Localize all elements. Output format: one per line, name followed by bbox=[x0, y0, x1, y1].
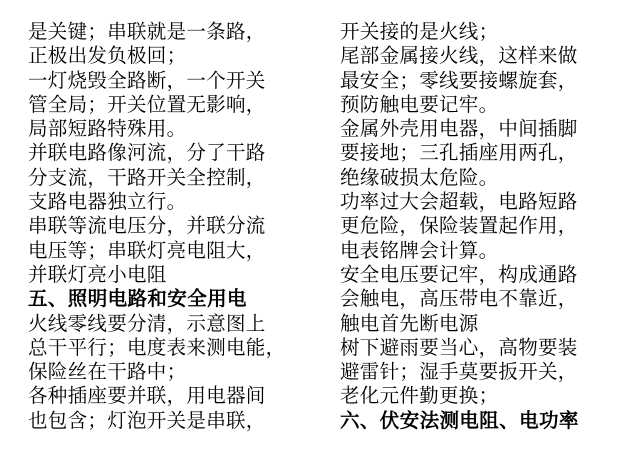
text-line: 管全局；开关位置无影响， bbox=[28, 92, 266, 116]
section-heading-lighting-safety: 五、照明电路和安全用电 bbox=[28, 287, 247, 311]
text-line: 串联等流电压分，并联分流 bbox=[28, 214, 266, 238]
text-line: 更危险，保险装置起作用， bbox=[340, 214, 578, 238]
text-line: 绝缘破损太危险。 bbox=[340, 165, 499, 189]
text-line: 金属外壳用电器，中间插脚 bbox=[340, 117, 578, 141]
left-column bbox=[28, 20, 320, 433]
text-line: 并联电路像河流，分了干路 bbox=[28, 141, 266, 165]
text-line: 各种插座要并联，用电器间 bbox=[28, 384, 266, 408]
text-line: 保险丝在干路中； bbox=[28, 360, 187, 384]
text-line: 火线零线要分清，示意图上 bbox=[28, 311, 266, 335]
text-line: 并联灯亮小电阻 bbox=[28, 262, 167, 286]
section-heading-voltammetry: 六、伏安法测电阻、电功率 bbox=[340, 408, 579, 432]
text-line: 树下避雨要当心，高物要装 bbox=[340, 335, 578, 359]
text-line: 总干平行；电度表来测电能， bbox=[28, 335, 286, 359]
text-line: 功率过大会超载，电路短路 bbox=[340, 190, 578, 214]
text-line: 正极出发负极回； bbox=[28, 44, 187, 68]
text-line: 开关接的是火线； bbox=[340, 20, 499, 43]
text-line: 最安全；零线要接螺旋套， bbox=[340, 68, 578, 92]
text-line: 支路电器独立行。 bbox=[28, 190, 187, 214]
text-line: 安全电压要记牢，构成通路 bbox=[340, 262, 578, 286]
text-line: 一灯烧毁全路断，一个开关 bbox=[28, 68, 266, 92]
text-line: 局部短路特殊用。 bbox=[28, 117, 187, 141]
text-line: 电压等；串联灯亮电阻大， bbox=[28, 238, 266, 262]
text-line: 避雷针；湿手莫要扳开关， bbox=[340, 360, 578, 384]
text-line: 老化元件勤更换； bbox=[340, 384, 499, 408]
text-line: 分支流，干路开关全控制， bbox=[28, 165, 266, 189]
text-line: 是关键；串联就是一条路， bbox=[28, 20, 266, 43]
text-line: 预防触电要记牢。 bbox=[340, 92, 499, 116]
text-line: 要接地；三孔插座用两孔， bbox=[340, 141, 578, 165]
text-line: 也包含；灯泡开关是串联， bbox=[28, 408, 266, 432]
text-line: 尾部金属接火线，这样来做 bbox=[340, 44, 578, 68]
text-line: 触电首先断电源 bbox=[340, 311, 479, 335]
text-line: 电表铭牌会计算。 bbox=[340, 238, 499, 262]
text-line: 会触电，高压带电不靠近， bbox=[340, 287, 578, 311]
right-column bbox=[340, 20, 632, 433]
